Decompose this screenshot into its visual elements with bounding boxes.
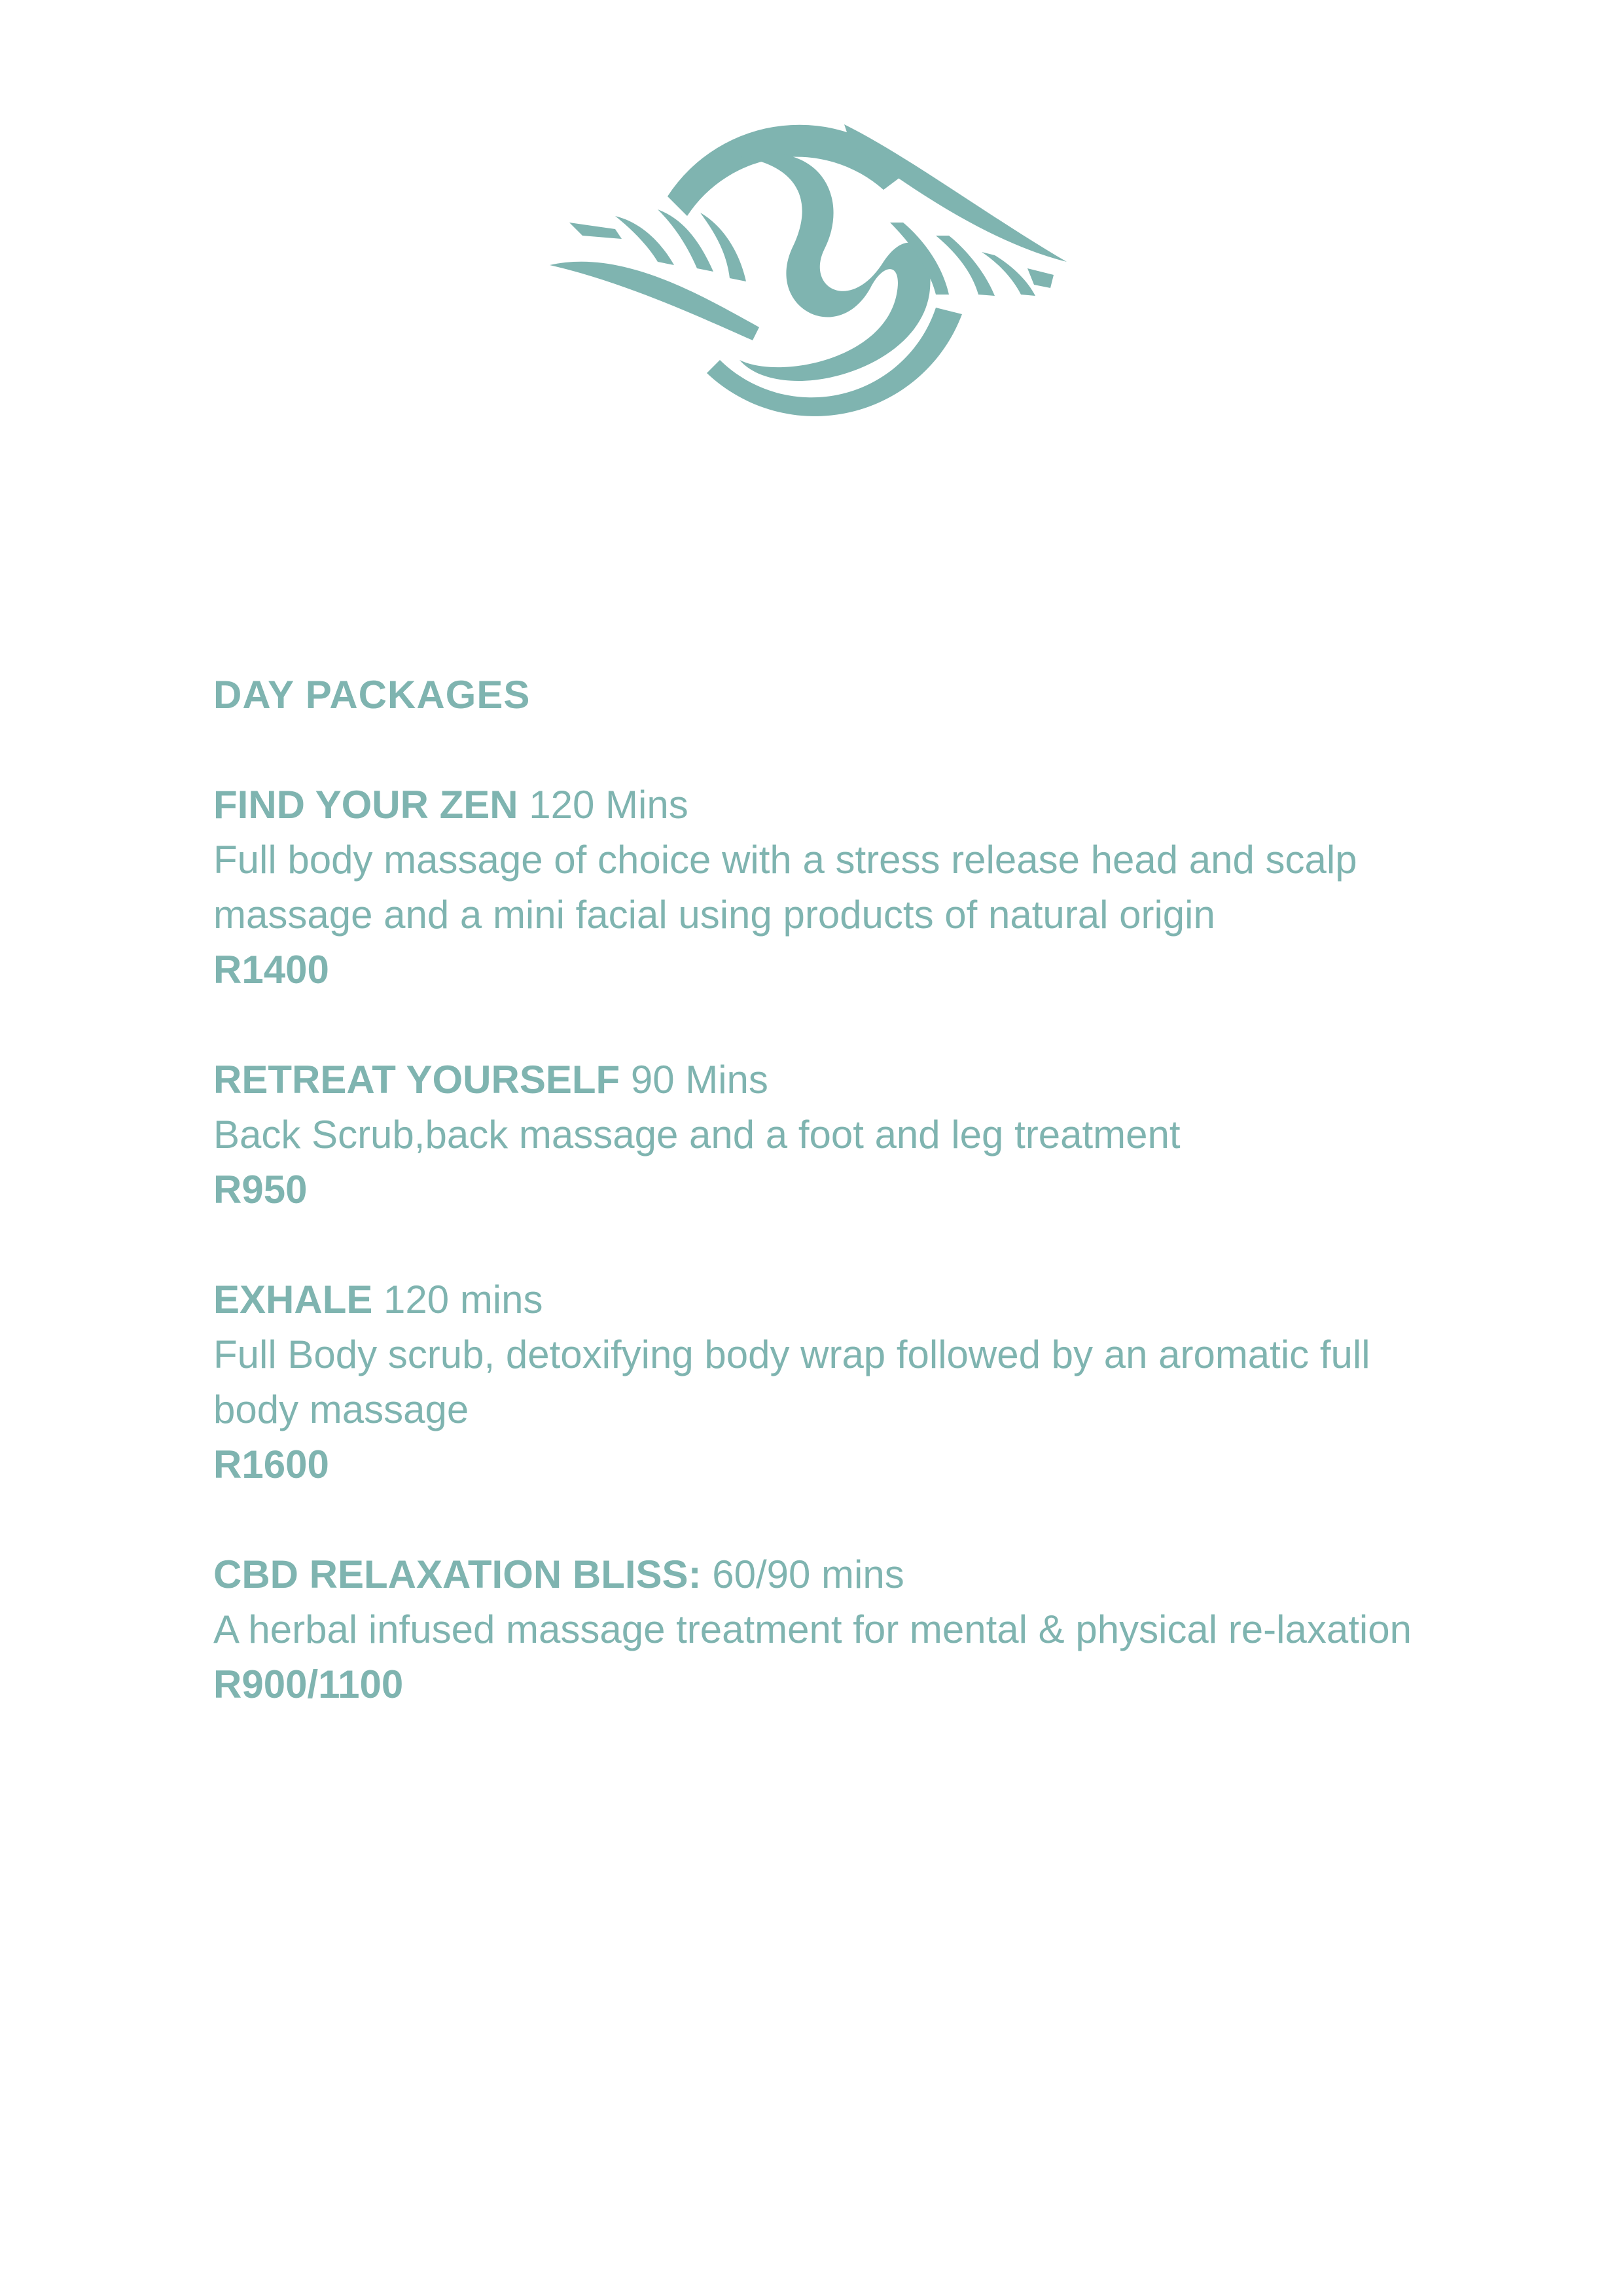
package-duration: 60/90 mins	[712, 1552, 904, 1596]
section-title: DAY PACKAGES	[213, 673, 531, 717]
package-header	[213, 1052, 1457, 1107]
package-name: FIND YOUR ZEN	[213, 783, 518, 827]
package-exhale	[213, 1272, 1457, 1492]
package-duration: 120 mins	[383, 1278, 543, 1321]
package-description: Full Body scrub, detoxifying body wrap followed by an aromatic full body massage	[213, 1333, 1370, 1431]
package-header	[213, 1272, 1457, 1327]
package-price: R950	[213, 1168, 308, 1211]
package-duration: 90 Mins	[630, 1058, 768, 1102]
package-header	[213, 1547, 1457, 1602]
day-packages-menu	[213, 668, 1457, 1767]
spa-hands-logo-icon	[543, 98, 1086, 425]
package-name: CBD RELAXATION BLISS:	[213, 1552, 702, 1596]
package-header	[213, 778, 1457, 833]
package-price: R1400	[213, 948, 329, 992]
package-name: RETREAT YOURSELF	[213, 1058, 620, 1102]
package-cbd-relaxation-bliss	[213, 1547, 1457, 1712]
package-retreat-yourself	[213, 1052, 1457, 1217]
package-price: R1600	[213, 1443, 329, 1486]
package-find-your-zen	[213, 778, 1457, 997]
package-description: A herbal infused massage treatment for mental & physical re-laxation	[213, 1607, 1412, 1651]
package-duration: 120 Mins	[529, 783, 688, 827]
package-name: EXHALE	[213, 1278, 373, 1321]
package-description: Full body massage of choice with a stress release head and scalp massage and a mini facial using products of natural origin	[213, 838, 1357, 937]
package-description: Back Scrub,back massage and a foot and leg treatment	[213, 1113, 1181, 1157]
package-price: R900/1100	[213, 1662, 404, 1706]
